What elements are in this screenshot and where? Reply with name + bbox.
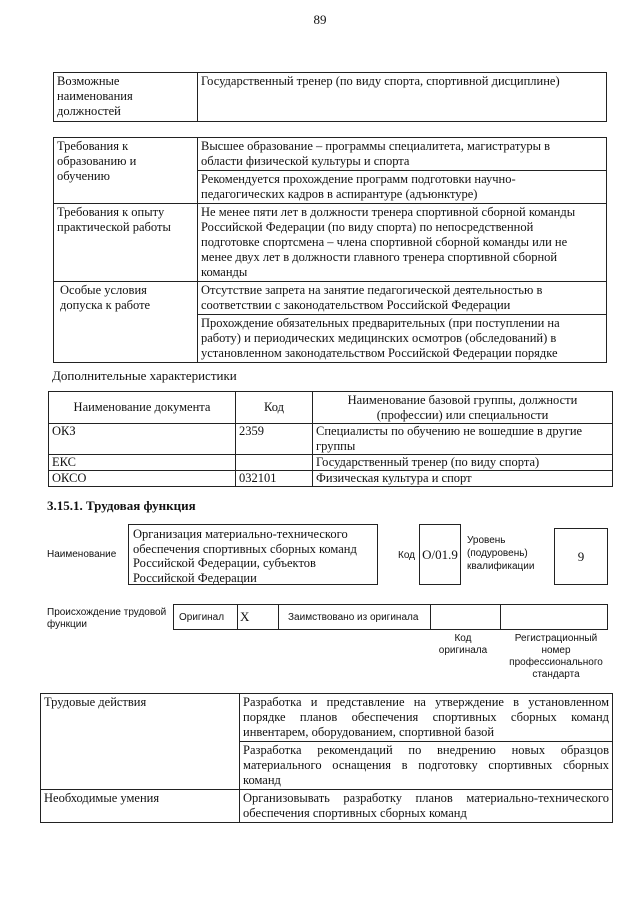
row-doc: ОКСО xyxy=(49,471,236,487)
reg-number-caption xyxy=(502,633,610,681)
text-line: Прохождение обязательных предварительных (при поступлении на xyxy=(201,316,560,330)
text-line: педагогических кадров в аспирантуре (адъюнктуре) xyxy=(201,187,478,201)
label-line: допуска к работе xyxy=(60,298,151,312)
function-code-value: О/01.9 xyxy=(419,524,461,585)
label-line: Происхождение трудовой xyxy=(47,607,167,618)
text-line: менее двух лет в должности главного тренера спортивной сборной xyxy=(201,250,558,264)
additional-title: Дополнительные характеристики xyxy=(52,368,237,383)
requirements-table xyxy=(53,137,607,363)
experience-label xyxy=(54,204,198,282)
label-line: Уровень xyxy=(467,535,506,546)
caption-line: номер xyxy=(541,645,571,656)
divider xyxy=(500,605,501,629)
possible-titles-label xyxy=(54,73,198,122)
origin-row xyxy=(173,604,608,630)
skills-label: Необходимые умения xyxy=(41,790,240,823)
header-doc: Наименование документа xyxy=(49,392,236,424)
action-item: Разработка и представление на утверждение в установленном порядке планов обеспечения спортивных сборных команд инвентарем, оборудованием, спортивной базой xyxy=(240,694,613,742)
row-name: Физическая культура и спорт xyxy=(313,471,613,487)
row-name: Государственный тренер (по виду спорта) xyxy=(313,455,613,471)
function-name-value: Организация материально-технического обеспечения спортивных сборных команд Российской Федерации, субъектов Российской Федерации xyxy=(128,524,378,585)
text-line: области физической культуры и спорта xyxy=(201,154,410,168)
borrowed-label: Заимствовано из оригинала xyxy=(288,612,419,623)
conditions-value-2 xyxy=(198,315,607,363)
orig-code-caption xyxy=(428,633,498,657)
name-label: Наименование xyxy=(47,549,117,560)
caption-line: Регистрационный xyxy=(514,633,598,644)
caption-line: стандарта xyxy=(532,669,580,680)
label-line: образованию и xyxy=(57,154,137,168)
action-item: Разработка рекомендаций по внедрению новых образцов материального оснащения в подготовку спортивных сборных команд xyxy=(240,742,613,790)
page-number: 89 xyxy=(313,12,327,27)
text-line: Не менее пяти лет в должности тренера спортивной сборной команды xyxy=(201,205,576,219)
education-value-1 xyxy=(198,138,607,171)
header-code: Код xyxy=(236,392,313,424)
level-label xyxy=(467,534,534,573)
section-title: 3.15.1. Трудовая функция xyxy=(47,498,196,513)
header-name: Наименование базовой группы, должности (профессии) или специальности xyxy=(313,392,613,424)
level-value: 9 xyxy=(554,528,608,585)
possible-titles-table xyxy=(53,72,607,122)
label-line: практической работы xyxy=(57,220,171,234)
row-code xyxy=(236,455,313,471)
text-line: Отсутствие запрета на занятие педагогической деятельностью в xyxy=(201,283,543,297)
original-label: Оригинал xyxy=(179,612,225,623)
experience-value xyxy=(198,204,607,282)
label-line: (подуровень) xyxy=(467,548,528,559)
text-line: команды xyxy=(201,265,248,279)
divider xyxy=(237,605,238,629)
text-line: установленном законодательством Российской Федерации порядке xyxy=(201,346,558,360)
conditions-label xyxy=(54,282,198,363)
code-label: Код xyxy=(398,550,416,561)
conditions-value-1 xyxy=(198,282,607,315)
origin-label xyxy=(47,607,166,631)
label-line: Требования к xyxy=(57,139,129,153)
possible-titles-value: Государственный тренер (по виду спорта, спортивной дисциплине) xyxy=(198,73,607,122)
actions-table xyxy=(40,693,613,823)
row-code: 032101 xyxy=(236,471,313,487)
label-line: Требования к опыту xyxy=(57,205,165,219)
label-line: должностей xyxy=(57,104,121,118)
actions-label: Трудовые действия xyxy=(41,694,240,790)
row-doc: ЕКС xyxy=(49,455,236,471)
education-value-2 xyxy=(198,171,607,204)
caption-line: Код xyxy=(454,633,472,644)
additional-table xyxy=(48,391,613,487)
text-line: соответствии с законодательством Российской Федерации xyxy=(201,298,511,312)
original-mark: X xyxy=(240,609,250,624)
caption-line: оригинала xyxy=(438,645,488,656)
caption-line: профессионального xyxy=(509,657,603,668)
row-doc: ОКЗ xyxy=(49,424,236,455)
label-line: Особые условия xyxy=(60,283,147,297)
label-line: обучению xyxy=(57,169,110,183)
text-line: Российской Федерации (по виду спорта) по непосредственной xyxy=(201,220,534,234)
row-code: 2359 xyxy=(236,424,313,455)
text-line: Рекомендуется прохождение программ подготовки научно- xyxy=(201,172,516,186)
education-label xyxy=(54,138,198,204)
label-line: квалификации xyxy=(467,561,535,572)
label-line: наименования xyxy=(57,89,133,103)
text-line: подготовке спортсмена – члена спортивной сборной команды или не xyxy=(201,235,568,249)
text-line: работу) и периодических медицинских осмотров (обследований) в xyxy=(201,331,557,345)
text-line: Высшее образование – программы специалитета, магистратуры в xyxy=(201,139,551,153)
label-line: Возможные xyxy=(57,74,120,88)
label-line: функции xyxy=(47,619,87,630)
skill-item: Организовывать разработку планов материально-технического обеспечения спортивных сборных команд xyxy=(240,790,613,823)
row-name: Специалисты по обучению не вошедшие в другие группы xyxy=(313,424,613,455)
divider xyxy=(430,605,431,629)
divider xyxy=(278,605,279,629)
